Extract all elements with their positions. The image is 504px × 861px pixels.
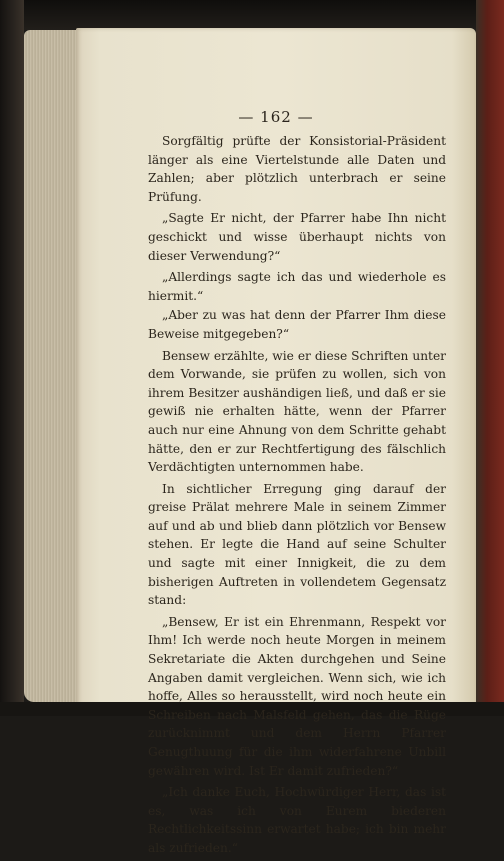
paragraph-7: „Bensew, Er ist ein Ehrenmann, Respekt vor Ihm! Ich werde noch heute Morgen in meinem Sekretariate die Akten durchgehen und Seine Angaben damit vergleichen. Wenn sich, wie ich hoffe, Alles so herausstellt, wird noch heute ein Schreiben nach Malsfeld gehen, das die Rüge zurücknimmt und dem Herrn Pfarrer Genugthuung für die ihm widerfahrene Unbill gewähren wird. Ist Er damit zufrieden?“	[148, 614, 446, 778]
background-shadow-top	[0, 0, 504, 30]
paragraph-5: Bensew erzählte, wie er diese Schriften unter dem Vorwande, sie prüfen zu wollen, sich von ihrem Besitzer aushändigen ließ, und daß er sie gewiß nie erhalten hätte, wenn der Pfarrer auch nur eine Ahnung von dem Schritte gehabt hätte, den er zur Rechtfertigung des fälschlich Verdächtigten unternommen habe.	[148, 348, 446, 475]
paragraph-6: In sichtlicher Erregung ging darauf der greise Prälat mehrere Male in seinem Zimmer auf und ab und blieb dann plötzlich vor Bensew stehen. Er legte die Hand auf seine Schulter und sagte mit einer Innigkeit, die zu dem bisherigen Auftreten in vollendetem Gegensatz stand:	[148, 481, 446, 608]
paragraph-8: „Ich danke Euch, Hochwürdiger Herr, das ist es, was ich von Eurem biederen Rechtlichkeitssinn erwartet habe; ich bin mehr als zufrieden.“	[148, 785, 446, 855]
paragraph-3: „Allerdings sagte ich das und wiederhole es hiermit.“	[148, 270, 446, 303]
book-cover-right	[476, 0, 504, 716]
page-edges-stack	[24, 30, 80, 702]
book-spine-left	[0, 0, 24, 716]
paragraph-2: „Sagte Er nicht, der Pfarrer habe Ihn nicht geschickt und wisse überhaupt nichts von dieser Verwendung?“	[148, 211, 446, 263]
paragraph-4: „Aber zu was hat denn der Pfarrer Ihm diese Beweise mitgegeben?“	[148, 308, 446, 341]
body-text	[148, 132, 446, 861]
paragraph-1: Sorgfältig prüfte der Konsistorial-Präsident länger als eine Viertelstunde alle Daten und Zahlen; aber plötzlich unterbrach er seine Prüfung.	[148, 134, 446, 204]
page-number: — 162 —	[238, 108, 314, 126]
